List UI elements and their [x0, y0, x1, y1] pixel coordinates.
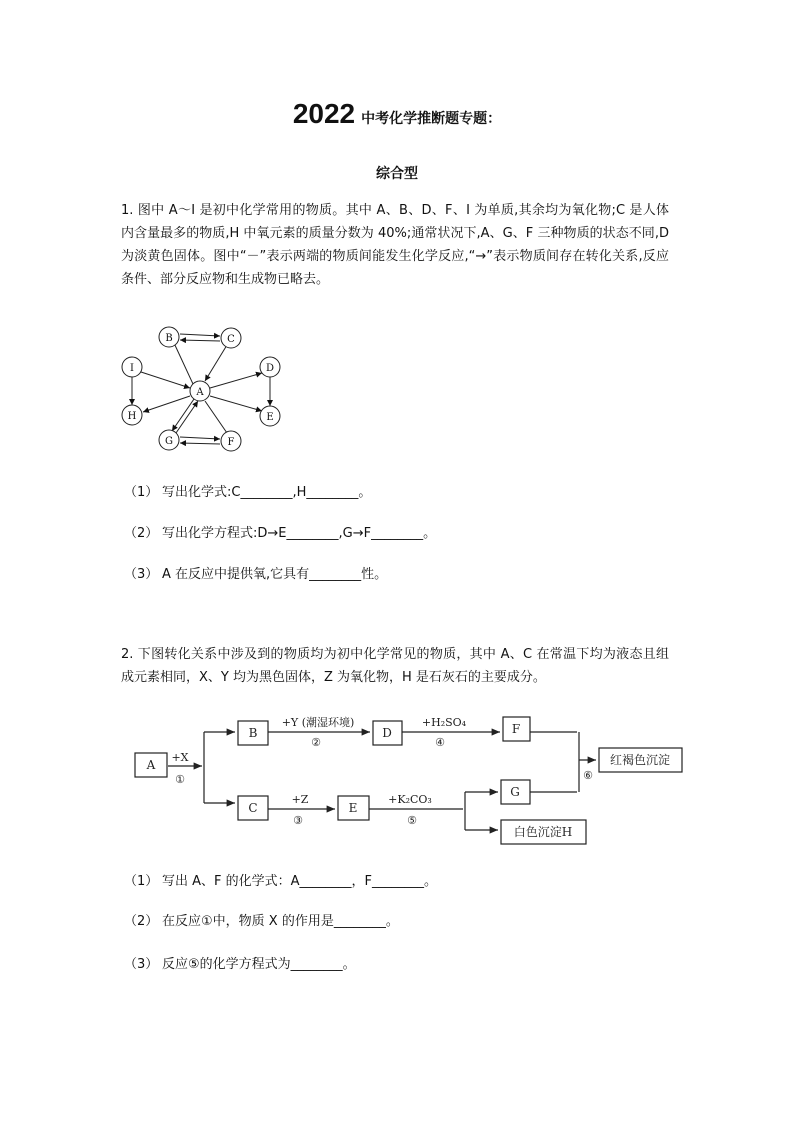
- label-r1-bottom: ①: [175, 773, 185, 786]
- problem1-relation-diagram: [110, 318, 290, 458]
- p1-question-1: （1） 写出化学式:C________,H________。: [124, 485, 372, 500]
- problem1-text: 1. 图中 A～I 是初中化学常用的物质。其中 A、B、D、F、I 为单质,其余均为氧化物;C 是人体内含量最多的物质,H 中氧元素的质量分数为 40%;通常状况下,A、G、F 三种物质的状态不同,D 为淡黄色固体。图中“－”表示两端的物质间能发生化学反应,“→”表示物质间存在转化关系,反应条件、部分反应物和生成物已略去。: [121, 203, 669, 287]
- box-B: B: [248, 726, 258, 740]
- node-I: I: [130, 363, 134, 374]
- box-D: D: [382, 726, 392, 740]
- box-F: F: [511, 722, 521, 736]
- problem2-text: 2. 下图转化关系中涉及到的物质均为初中化学常见的物质，其中 A、C 在常温下均为液态且组成元素相同，X、Y 均为黑色固体，Z 为氧化物，H 是石灰石的主要成分。: [121, 647, 669, 685]
- problem2-flow-diagram: [130, 712, 700, 852]
- box-C: C: [248, 801, 258, 815]
- label-r4-top: +H₂SO₄: [421, 716, 467, 729]
- box-E: E: [348, 801, 358, 815]
- node-H: H: [127, 411, 137, 422]
- box-A: A: [146, 758, 156, 772]
- label-r3-top: +Z: [291, 793, 309, 806]
- node-E: E: [266, 412, 274, 423]
- box-red-precipitate: 红褐色沉淀: [609, 753, 671, 767]
- page-subtitle: 综合型: [376, 166, 418, 182]
- label-r5-bottom: ⑤: [407, 814, 417, 827]
- node-C: C: [227, 334, 235, 345]
- label-r6: ⑥: [583, 769, 593, 782]
- box-white-precipitate: 白色沉淀H: [513, 825, 573, 839]
- label-r2-bottom: ②: [311, 736, 321, 749]
- label-r3-bottom: ③: [293, 814, 303, 827]
- p1-question-2: （2） 写出化学方程式:D→E________,G→F________。: [124, 526, 437, 541]
- node-G: G: [165, 436, 173, 447]
- label-r2-top: +Y (潮湿环境): [281, 716, 355, 729]
- node-D: D: [265, 363, 275, 374]
- label-r1-top: +X: [171, 751, 189, 764]
- p1-question-3: （3） A 在反应中提供氧,它具有________性。: [124, 567, 388, 582]
- p2-question-3: （3） 反应⑤的化学方程式为________。: [124, 957, 356, 972]
- label-r4-bottom: ④: [435, 736, 445, 749]
- p2-question-2: （2） 在反应①中，物质 X 的作用是________。: [124, 914, 399, 929]
- page-title: [0, 98, 794, 130]
- p2-question-1: （1） 写出 A、F 的化学式：A________，F________。: [124, 874, 438, 889]
- box-G: G: [510, 785, 520, 799]
- node-B: B: [165, 333, 173, 344]
- node-F: F: [227, 437, 235, 448]
- title-text: 中考化学推断题专题：: [361, 111, 502, 127]
- title-year: 2022: [292, 98, 356, 129]
- label-r5-top: +K₂CO₃: [388, 793, 432, 806]
- node-A: A: [196, 387, 204, 398]
